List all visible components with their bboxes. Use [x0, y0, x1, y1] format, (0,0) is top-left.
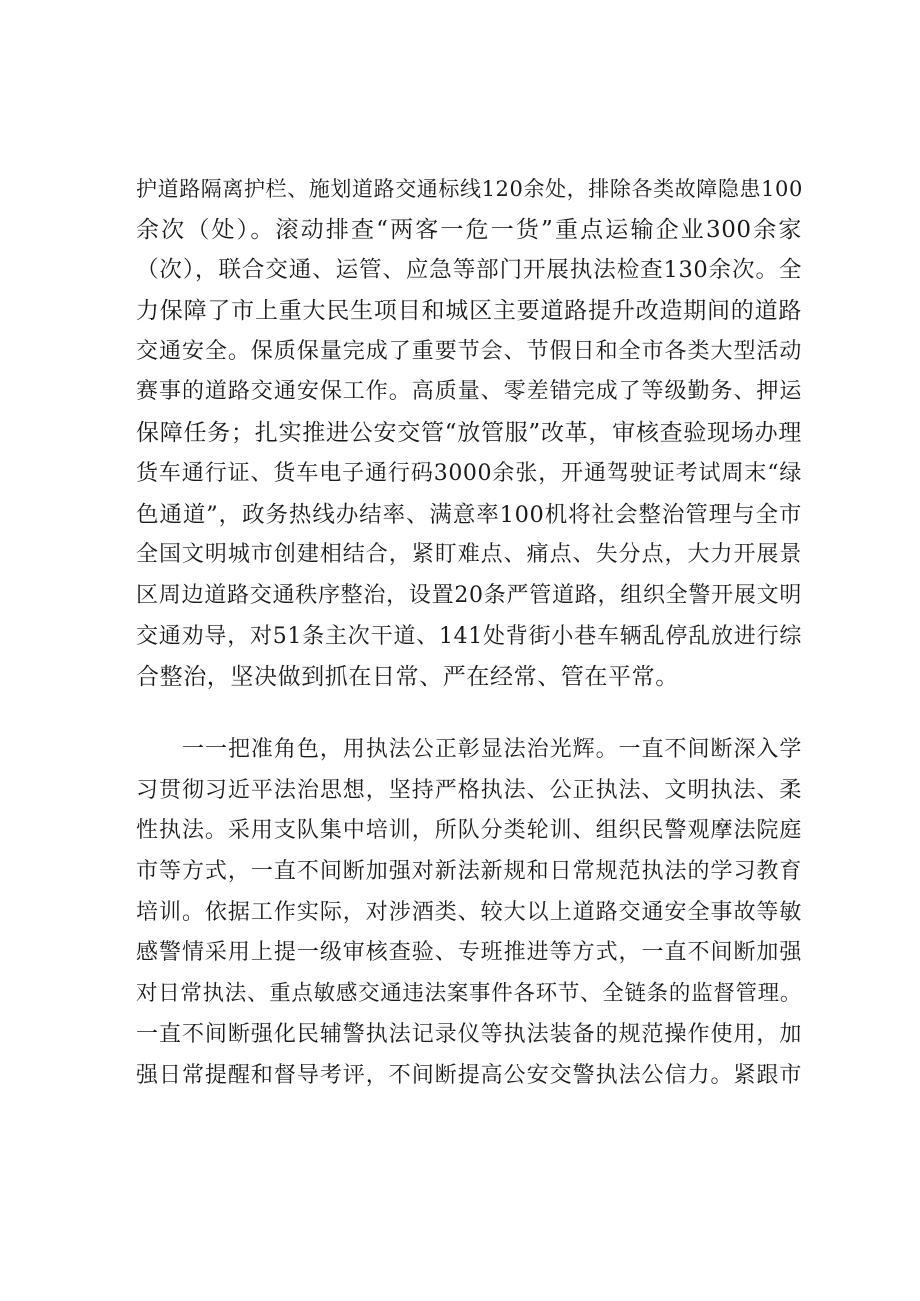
text-line: 感警情采用上提一级审核查验、专班推进等方式，一直不间断加强 [136, 940, 802, 966]
text-line: 对日常执法、重点敏感交通违法案事件各环节、全链条的监督管理。 [136, 981, 802, 1007]
text-line: 性执法。采用支队集中培训，所队分类轮训、组织民警观摩法院庭 [136, 818, 802, 844]
text-line: 余次（处）。滚动排查“两客一危一货”重点运输企业300余家 [136, 216, 802, 243]
text-line: 合整治，坚决做到抓在日常、严在经常、管在平常。 [136, 664, 679, 691]
text-line: 赛事的道路交通安保工作。高质量、零差错完成了等级勤务、押运 [136, 379, 802, 405]
text-line: 力保障了市上重大民生项目和城区主要道路提升改造期间的道路 [136, 298, 802, 325]
text-line: 一直不间断强化民辅警执法记录仪等执法装备的规范操作使用，加 [136, 1021, 802, 1047]
text-line: 交通安全。保质保量完成了重要节会、节假日和全市各类大型活动 [136, 338, 802, 364]
text-line: 强日常提醒和督导考评，不间断提高公安交警执法公信力。紧跟市 [136, 1062, 802, 1088]
text-line: 护道路隔离护栏、施划道路交通标线120余处，排除各类故障隐患100 [136, 177, 803, 201]
text-line: 市等方式，一直不间断加强对新法新规和日常规范执法的学习教育 [136, 859, 802, 885]
text-line: 培训。依据工作实际，对涉酒类、较大以上道路交通安全事故等敏 [136, 899, 802, 925]
text-line: 保障任务；扎实推进公安交管“放管服”改革，审核查验现场办理 [136, 420, 802, 447]
text-line: 色通道”，政务热线办结率、满意率100机将社会整治管理与全市 [136, 501, 802, 528]
text-line: 区周边道路交通秩序整治，设置20条严管道路，组织全警开展文明 [136, 582, 802, 608]
text-line: 交通劝导，对51条主次干道、141处背街小巷车辆乱停乱放进行综 [136, 623, 802, 649]
text-line: 货车通行证、货车电子通行码3000余张，开通驾驶证考试周末“绿 [136, 460, 802, 486]
text-line: 全国文明城市创建相结合，紧盯难点、痛点、失分点，大力开展景 [136, 542, 802, 568]
text-line: 一一把准角色，用执法公正彰显法治光辉。一直不间断深入学 [182, 737, 802, 762]
text-line: （次），联合交通、运管、应急等部门开展执法检查130余次。全 [136, 257, 802, 284]
text-line: 习贯彻习近平法治思想，坚持严格执法、公正执法、文明执法、柔 [136, 777, 802, 803]
paragraph-2 [136, 730, 802, 1096]
paragraph-1 [136, 169, 802, 698]
